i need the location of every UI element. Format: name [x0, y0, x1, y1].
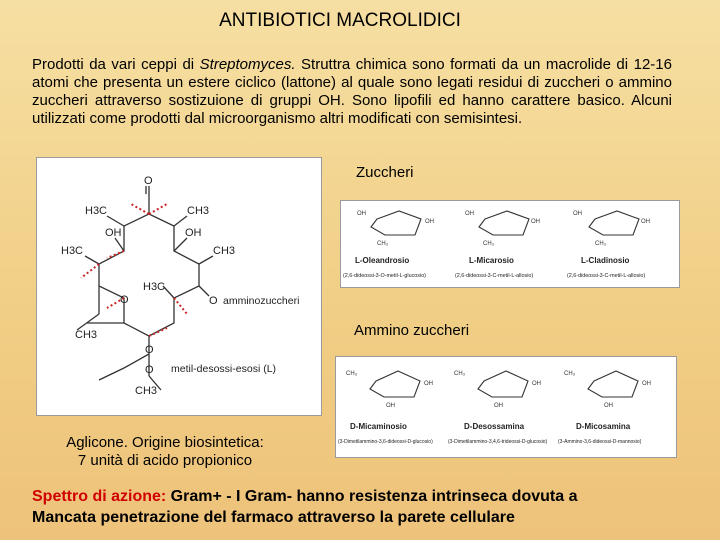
- atom-o-bottom: O: [145, 344, 154, 356]
- spectrum-label: Spettro di azione:: [32, 488, 167, 505]
- svg-text:OH: OH: [425, 219, 434, 225]
- spectrum-text: [32, 486, 692, 528]
- atom-ch3-4: CH3: [135, 385, 158, 397]
- atom-o-sub: O: [209, 295, 218, 307]
- svg-text:OH: OH: [604, 403, 613, 409]
- svg-text:CH₃: CH₃: [377, 241, 389, 247]
- atom-h3c-3: H3C: [143, 281, 166, 293]
- amino-sugar-name-2: D-Desossamina: [464, 422, 525, 431]
- svg-text:OH: OH: [531, 219, 540, 225]
- atom-o-sub2: O: [145, 364, 154, 376]
- atom-h3c-1: H3C: [85, 205, 108, 217]
- amino-sugar-attachment-label: amminozuccheri: [223, 295, 300, 307]
- atom-ch3-2: CH3: [213, 245, 236, 257]
- spectrum-line-1: [32, 486, 692, 507]
- sugar-name-1: L-Oleandrosio: [355, 256, 410, 265]
- spectrum-line-2: Mancata penetrazione del farmaco attraverso la parete cellulare: [32, 509, 515, 526]
- aglycone-caption-line-2: 7 unità di acido propionico: [77, 452, 253, 469]
- svg-text:OH: OH: [357, 211, 366, 217]
- amino-sugar-desc-3: (3-Ammino-3,6-dideossi-D-mannosio): [558, 439, 642, 445]
- macrolide-structure-panel: [36, 157, 322, 416]
- svg-text:CH₃: CH₃: [454, 371, 466, 377]
- svg-text:CH₃: CH₃: [346, 371, 358, 377]
- svg-text:OH: OH: [573, 211, 582, 217]
- amino-sugar-name-1: D-Micaminosio: [350, 422, 407, 431]
- sugar-name-3: L-Cladinosio: [581, 256, 630, 265]
- sugar-name-2: L-Micarosio: [469, 256, 514, 265]
- atom-ch3-3: CH3: [75, 329, 98, 341]
- amino-sugars-diagram: [336, 357, 676, 457]
- atom-o-top: O: [144, 175, 153, 187]
- atom-ch3-1: CH3: [187, 205, 210, 217]
- atom-oh-1: OH: [105, 227, 122, 239]
- sugars-panel: [340, 200, 680, 288]
- sugar-attachment-label: metil-desossi-esosi (L): [171, 363, 277, 375]
- aglycone-caption-line-1: Aglicone. Origine biosintetica:: [66, 434, 264, 451]
- page-title: ANTIBIOTICI MACROLIDICI: [219, 10, 461, 31]
- intro-text-2: Struttra chimica sono formati da un macrolide di 12-16 atomi che presenta un estere ciclico (lattone) al quale sono legati residui di zuccheri o ammino zuccheri attraverso sostizuione di gruppi OH. Sono lipofili ed hanno carattere basico. Alcuni utilizzati come prodotti dal microorganismo altri modificati con semisintesi.: [32, 56, 672, 127]
- svg-text:CH₃: CH₃: [564, 371, 576, 377]
- sugar-desc-3: (2,6-dideossi-3-C-metil-L-allosio): [567, 273, 646, 279]
- svg-text:OH: OH: [641, 219, 650, 225]
- amino-sugar-name-3: D-Micosamina: [576, 422, 631, 431]
- atom-o-ring: O: [120, 294, 129, 306]
- aglycone-caption: [40, 434, 290, 470]
- svg-text:OH: OH: [465, 211, 474, 217]
- spectrum-text-1: Gram+ - I Gram- hanno resistenza intrinseca dovuta a: [166, 488, 578, 505]
- svg-text:OH: OH: [642, 381, 651, 387]
- amino-sugar-desc-1: (3-Dimetilammino-3,6-dideossi-D-glucosio): [338, 439, 433, 445]
- svg-text:OH: OH: [386, 403, 395, 409]
- sugar-desc-2: (2,6-dideossi-3-C-metil-L-allosio): [455, 273, 534, 279]
- svg-text:OH: OH: [494, 403, 503, 409]
- atom-oh-2: OH: [185, 227, 202, 239]
- sugars-heading: Zuccheri: [356, 164, 414, 181]
- svg-text:CH₃: CH₃: [483, 241, 495, 247]
- sugar-desc-1: (2,6-dideossi-3-O-metil-L-glucosio): [343, 273, 426, 279]
- intro-genus: Streptomyces.: [199, 56, 296, 73]
- intro-text-1: Prodotti da vari ceppi di: [32, 56, 200, 73]
- intro-paragraph: [32, 56, 672, 128]
- sugars-diagram: [341, 201, 679, 287]
- svg-text:OH: OH: [532, 381, 541, 387]
- svg-text:CH₃: CH₃: [595, 241, 607, 247]
- svg-text:OH: OH: [424, 381, 433, 387]
- amino-sugar-desc-2: (3-Dimetilammino-3,4,6-trideossi-D-glucosio): [448, 439, 548, 445]
- atom-h3c-2: H3C: [61, 245, 84, 257]
- amino-sugars-panel: [335, 356, 677, 458]
- amino-sugars-heading: Ammino zuccheri: [354, 322, 470, 339]
- macrolide-structure-diagram: [37, 158, 321, 415]
